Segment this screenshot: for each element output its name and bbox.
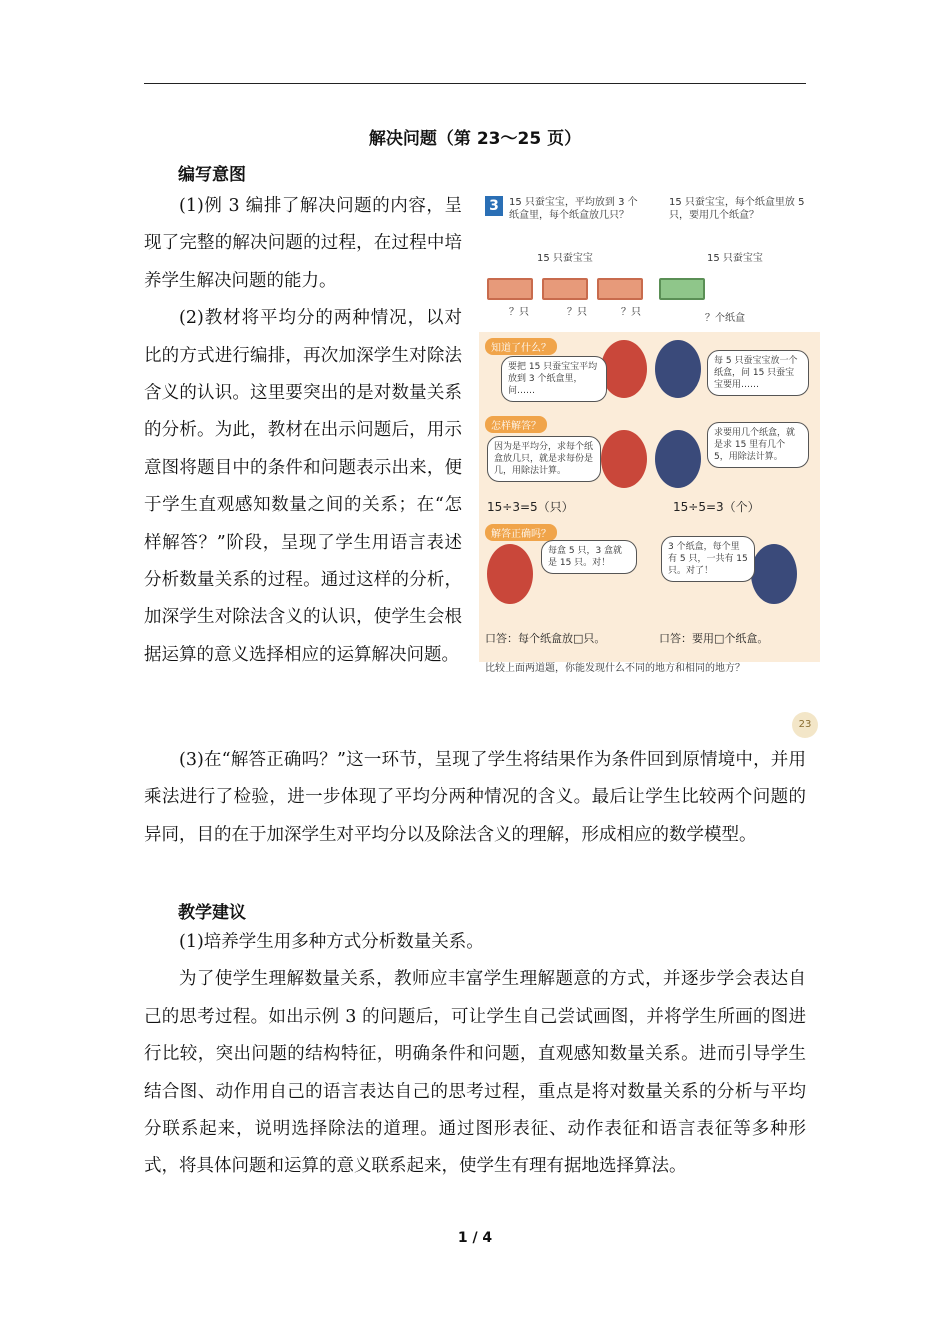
tray-3 [597,278,643,300]
textbook-figure [479,190,820,730]
example-badge: 3 [485,196,503,216]
heading-suggestions: 教学建议 [178,903,246,923]
tray-silkworms [659,278,705,300]
equation-right: 15÷5=3（个） [673,500,760,514]
top-rule [144,83,806,84]
label-15-left: 15 只蚕宝宝 [537,253,593,264]
heading-intent: 编写意图 [178,165,246,185]
girl-illustration-1 [601,340,647,398]
answer-left: 口答：每个纸盒放□只。 [485,632,606,645]
intent-paragraph-3-block [144,742,806,854]
label-each-1: ？只 [509,307,529,318]
bubble-how-left: 因为是平均分，求每个纸盒放几只，就是求每份是几，用除法计算。 [487,436,601,482]
girl-illustration-3 [487,544,533,604]
bubble-check-right: 3 个纸盒，每个里有 5 只，一共有 15 只。对了！ [661,536,755,582]
textbook-page-badge: 23 [792,712,818,738]
label-boxes: ？个纸盒 [705,313,745,324]
tag-check: 解答正确吗？ [485,524,557,541]
girl-illustration-2 [601,430,647,488]
intent-paragraph-2: (2)教材将平均分的两种情况，以对比的方式进行编排，再次加深学生对除法含义的认识。这里要突出的是对数量关系的分析。为此，教材在出示问题后，用示意图将题目中的条件和问题表示出来，便于学生直观感知数量之间的关系；在“怎样解答？”阶段，呈现了学生用语言表述分析数量关系的过程。通过这样的分析，加深学生对除法含义的认识，使学生会根据运算的意义选择相应的运算解决问题。 [144,308,462,665]
suggestion-paragraph-2: 为了使学生理解数量关系，教师应丰富学生理解题意的方式，并逐步学会表达自己的思考过程。如出示例 3 的问题后，可让学生自己尝试画图，并将学生所画的图进行比较，突出问题的结构特征，明确条件和问题，直观感知数量关系。进而引导学生结合图、动作用自己的语言表达自己的思考过程，重点是将对数量关系的分析与平均分联系起来，说明选择除法的道理。通过图形表征、动作表征和语言表征等多种形式，将具体问题和运算的意义联系起来，使学生有理有据地选择算法。 [144,969,806,1177]
question-right: 15 只蚕宝宝，每个纸盒里放 5 只，要用几个纸盒？ [669,197,805,221]
intent-paragraph-3: (3)在“解答正确吗？”这一环节，呈现了学生将结果作为条件回到原情境中，并用乘法进行了检验，进一步体现了平均分两种情况的含义。最后让学生比较两个问题的异同，目的在于加深学生对平均分以及除法含义的理解，形成相应的数学模型。 [144,750,806,845]
bubble-known-left: 要把 15 只蚕宝宝平均放到 3 个纸盒里，问…… [501,356,607,402]
intent-column [144,188,462,674]
figure-caption: 比较上面两道题，你能发现什么不同的地方和相同的地方？ [485,663,745,674]
boy-illustration-3 [751,544,797,604]
bubble-how-right: 求要用几个纸盒，就是求 15 里有几个 5，用除法计算。 [707,422,809,468]
bubble-known-right: 每 5 只蚕宝宝放一个纸盒，问 15 只蚕宝宝要用…… [707,350,809,396]
page-title: 解决问题（第 23～25 页） [368,129,582,149]
question-left: 15 只蚕宝宝，平均放到 3 个纸盒里，每个纸盒放几只？ [509,197,638,221]
tray-1 [487,278,533,300]
tag-how: 怎样解答？ [485,416,547,433]
bubble-check-left: 每盒 5 只，3 盒就是 15 只。对！ [541,540,637,574]
suggestions-block [144,924,806,1186]
page-number: 1 / 4 [457,1230,493,1246]
suggestion-paragraph-1: (1)培养学生用多种方式分析数量关系。 [179,932,484,952]
label-each-3: ？只 [621,307,641,318]
tag-known: 知道了什么？ [485,338,557,355]
equation-left: 15÷3=5（只） [487,500,574,514]
tray-2 [542,278,588,300]
boy-illustration-1 [655,340,701,398]
label-each-2: ？只 [567,307,587,318]
answer-right: 口答：要用□个纸盒。 [659,632,769,645]
boy-illustration-2 [655,430,701,488]
label-15-right: 15 只蚕宝宝 [707,253,763,264]
intent-paragraph-1: (1)例 3 编排了解决问题的内容，呈现了完整的解决问题的过程，在过程中培养学生解决问题的能力。 [144,196,462,291]
